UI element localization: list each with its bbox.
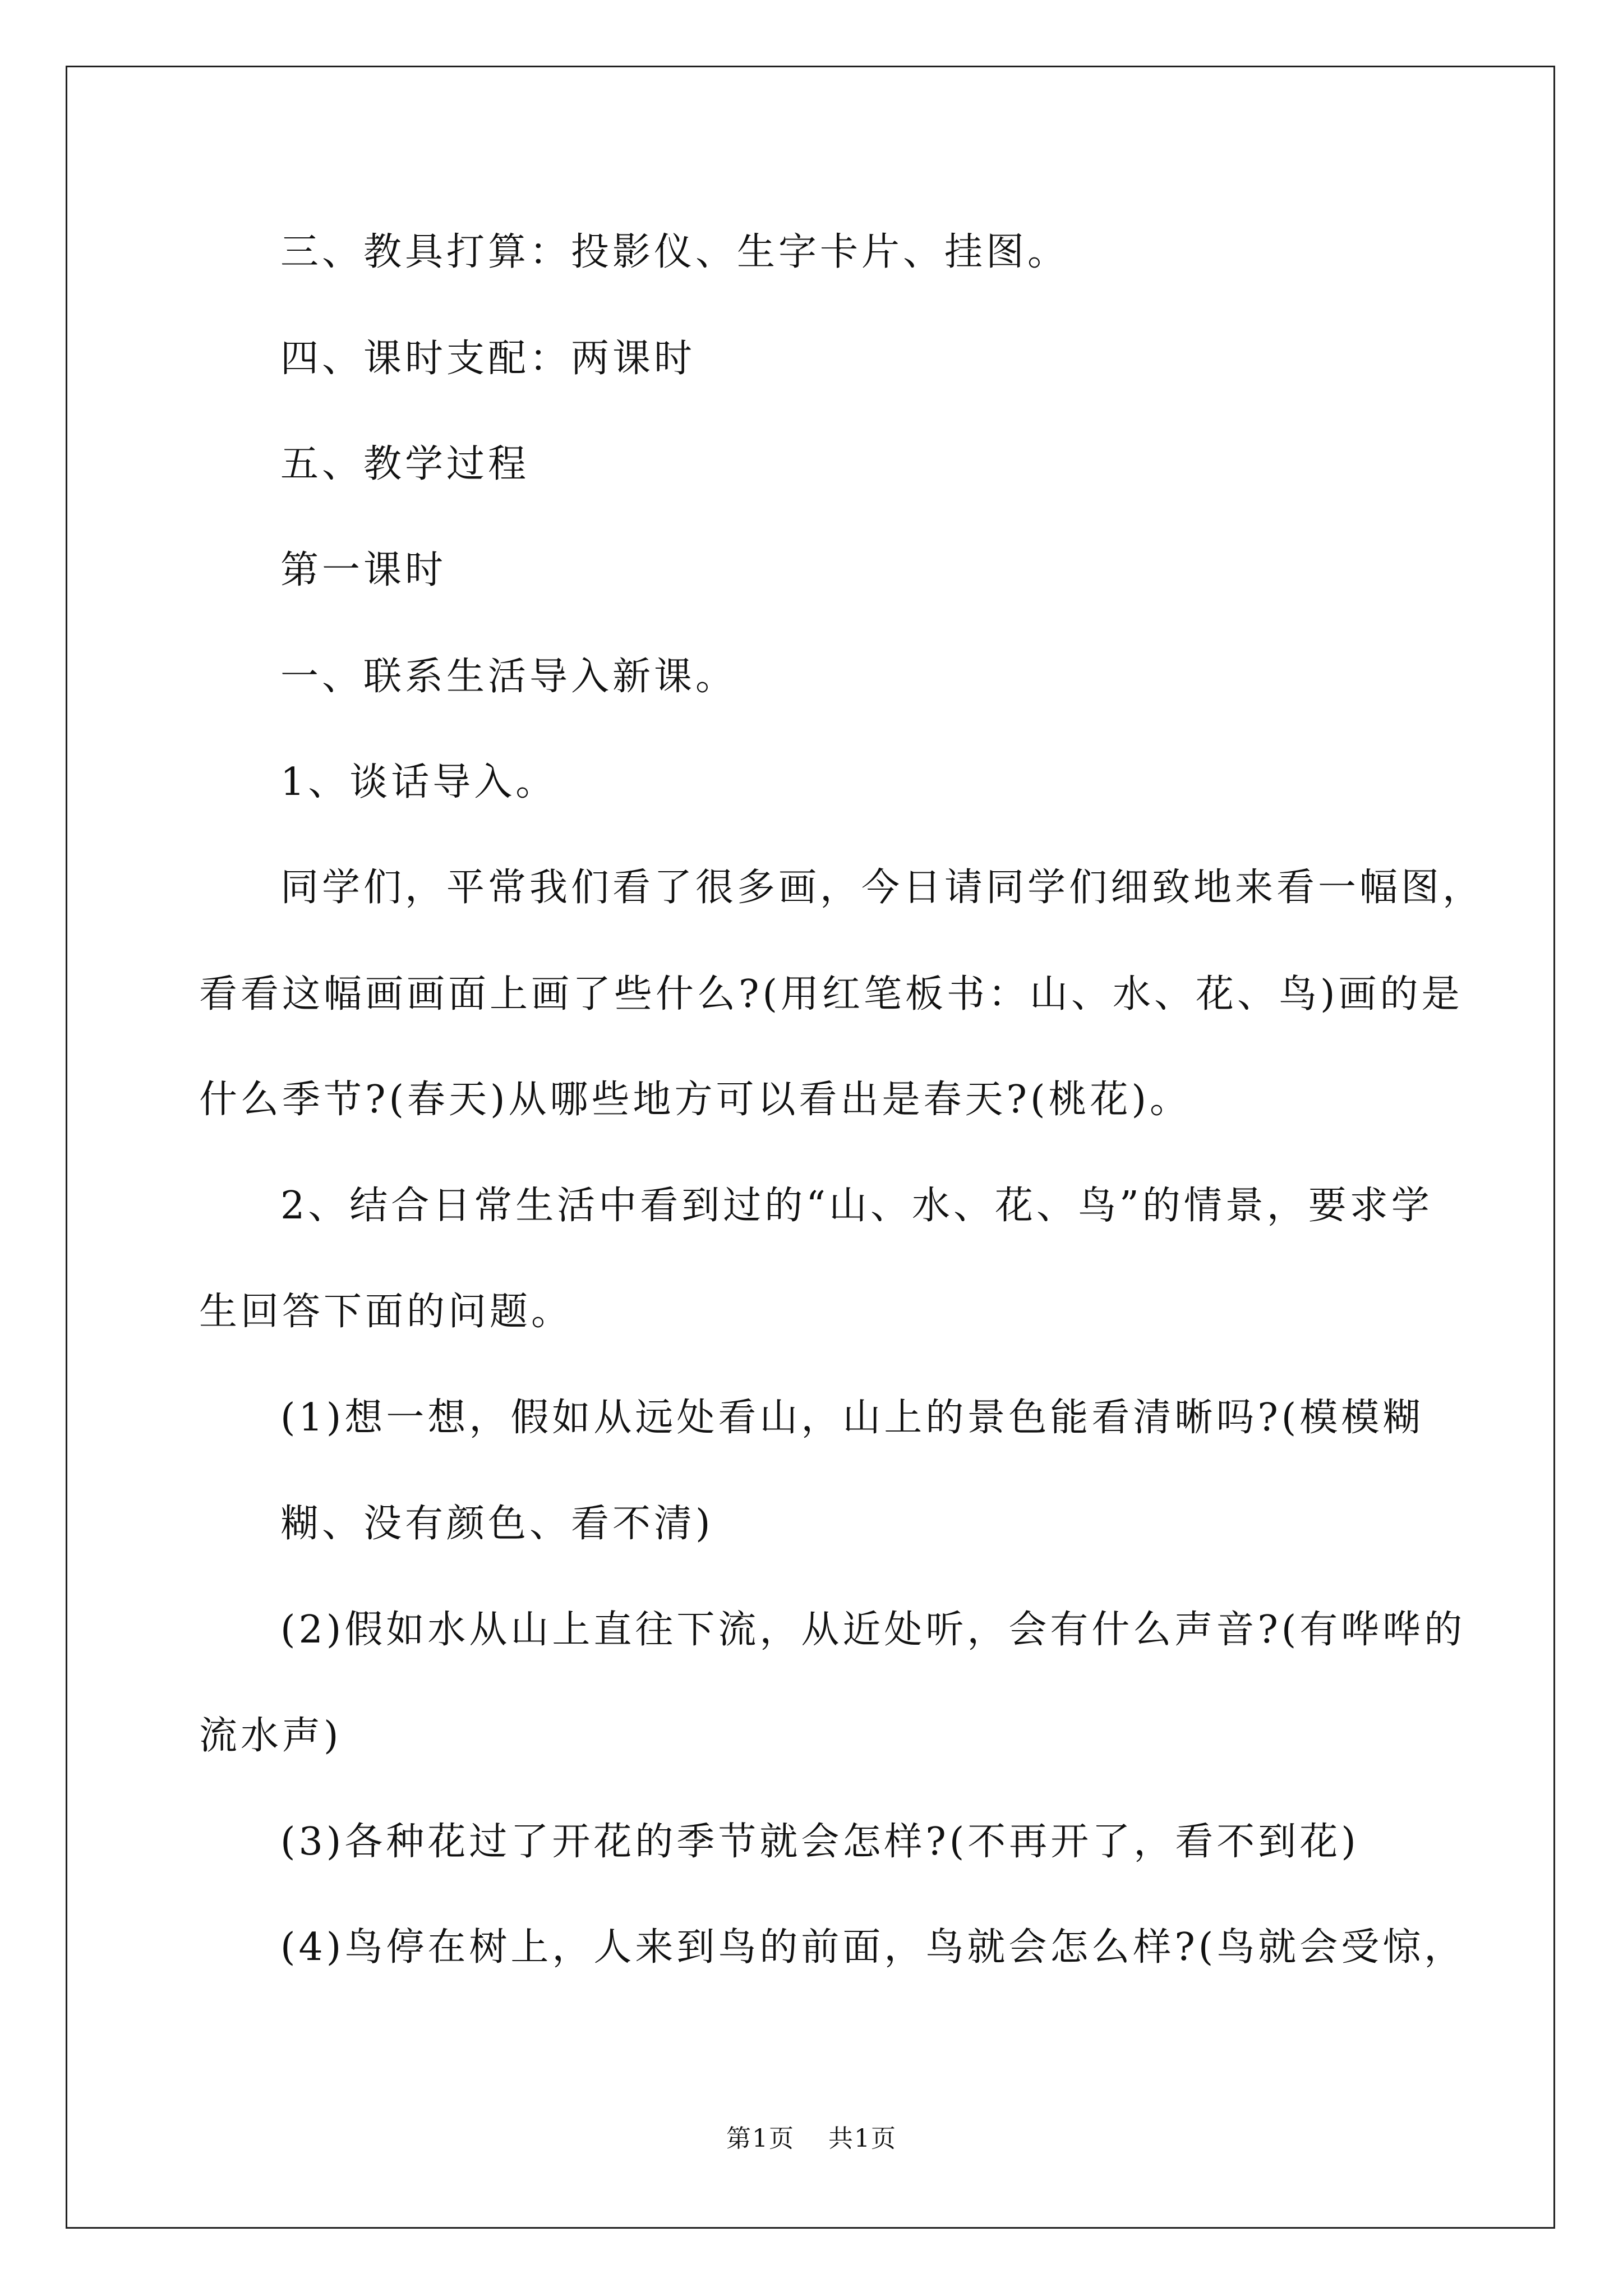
text-line: (4)鸟停在树上，人来到鸟的前面，鸟就会怎么样?(鸟就会受惊， [280, 1925, 1466, 1970]
text-line: 流水声) [199, 1714, 342, 1758]
text-line: (3)各种花过了开花的季节就会怎样?(不再开了，看不到花) [280, 1820, 1359, 1864]
page-number-current: 第1页 [726, 2124, 795, 2153]
text-line: 三、教具打算：投影仪、生字卡片、挂图。 [280, 230, 1069, 274]
text-line: 一、联系生活导入新课。 [280, 655, 737, 699]
text-line: 第一课时 [280, 548, 447, 592]
text-line: 糊、没有颜色、看不清) [280, 1502, 714, 1546]
text-line: 五、教学过程 [280, 442, 530, 486]
text-line: 看看这幅画画面上画了些什么?(用红笔板书：山、水、花、鸟)画的是 [199, 972, 1463, 1016]
text-line: 2、结合日常生活中看到过的“山、水、花、鸟”的情景，要求学 [280, 1184, 1433, 1228]
page-footer [0, 2123, 1623, 2155]
text-line: (1)想一想，假如从远处看山，山上的景色能看清晰吗?(模模糊 [280, 1396, 1424, 1440]
page-number-total: 共1页 [828, 2124, 897, 2153]
text-line: 1、谈话导入。 [280, 760, 557, 804]
text-line: 什么季节?(春天)从哪些地方可以看出是春天?(桃花)。 [199, 1078, 1192, 1122]
text-line: 同学们，平常我们看了很多画，今日请同学们细致地来看一幅图， [280, 866, 1484, 910]
text-line: (2)假如水从山上直往下流，从近处听，会有什么声音?(有哗哗的 [280, 1608, 1466, 1652]
text-line: 生回答下面的问题。 [199, 1290, 573, 1334]
text-line: 四、课时支配：两课时 [280, 337, 696, 381]
page-border [66, 66, 1555, 2229]
